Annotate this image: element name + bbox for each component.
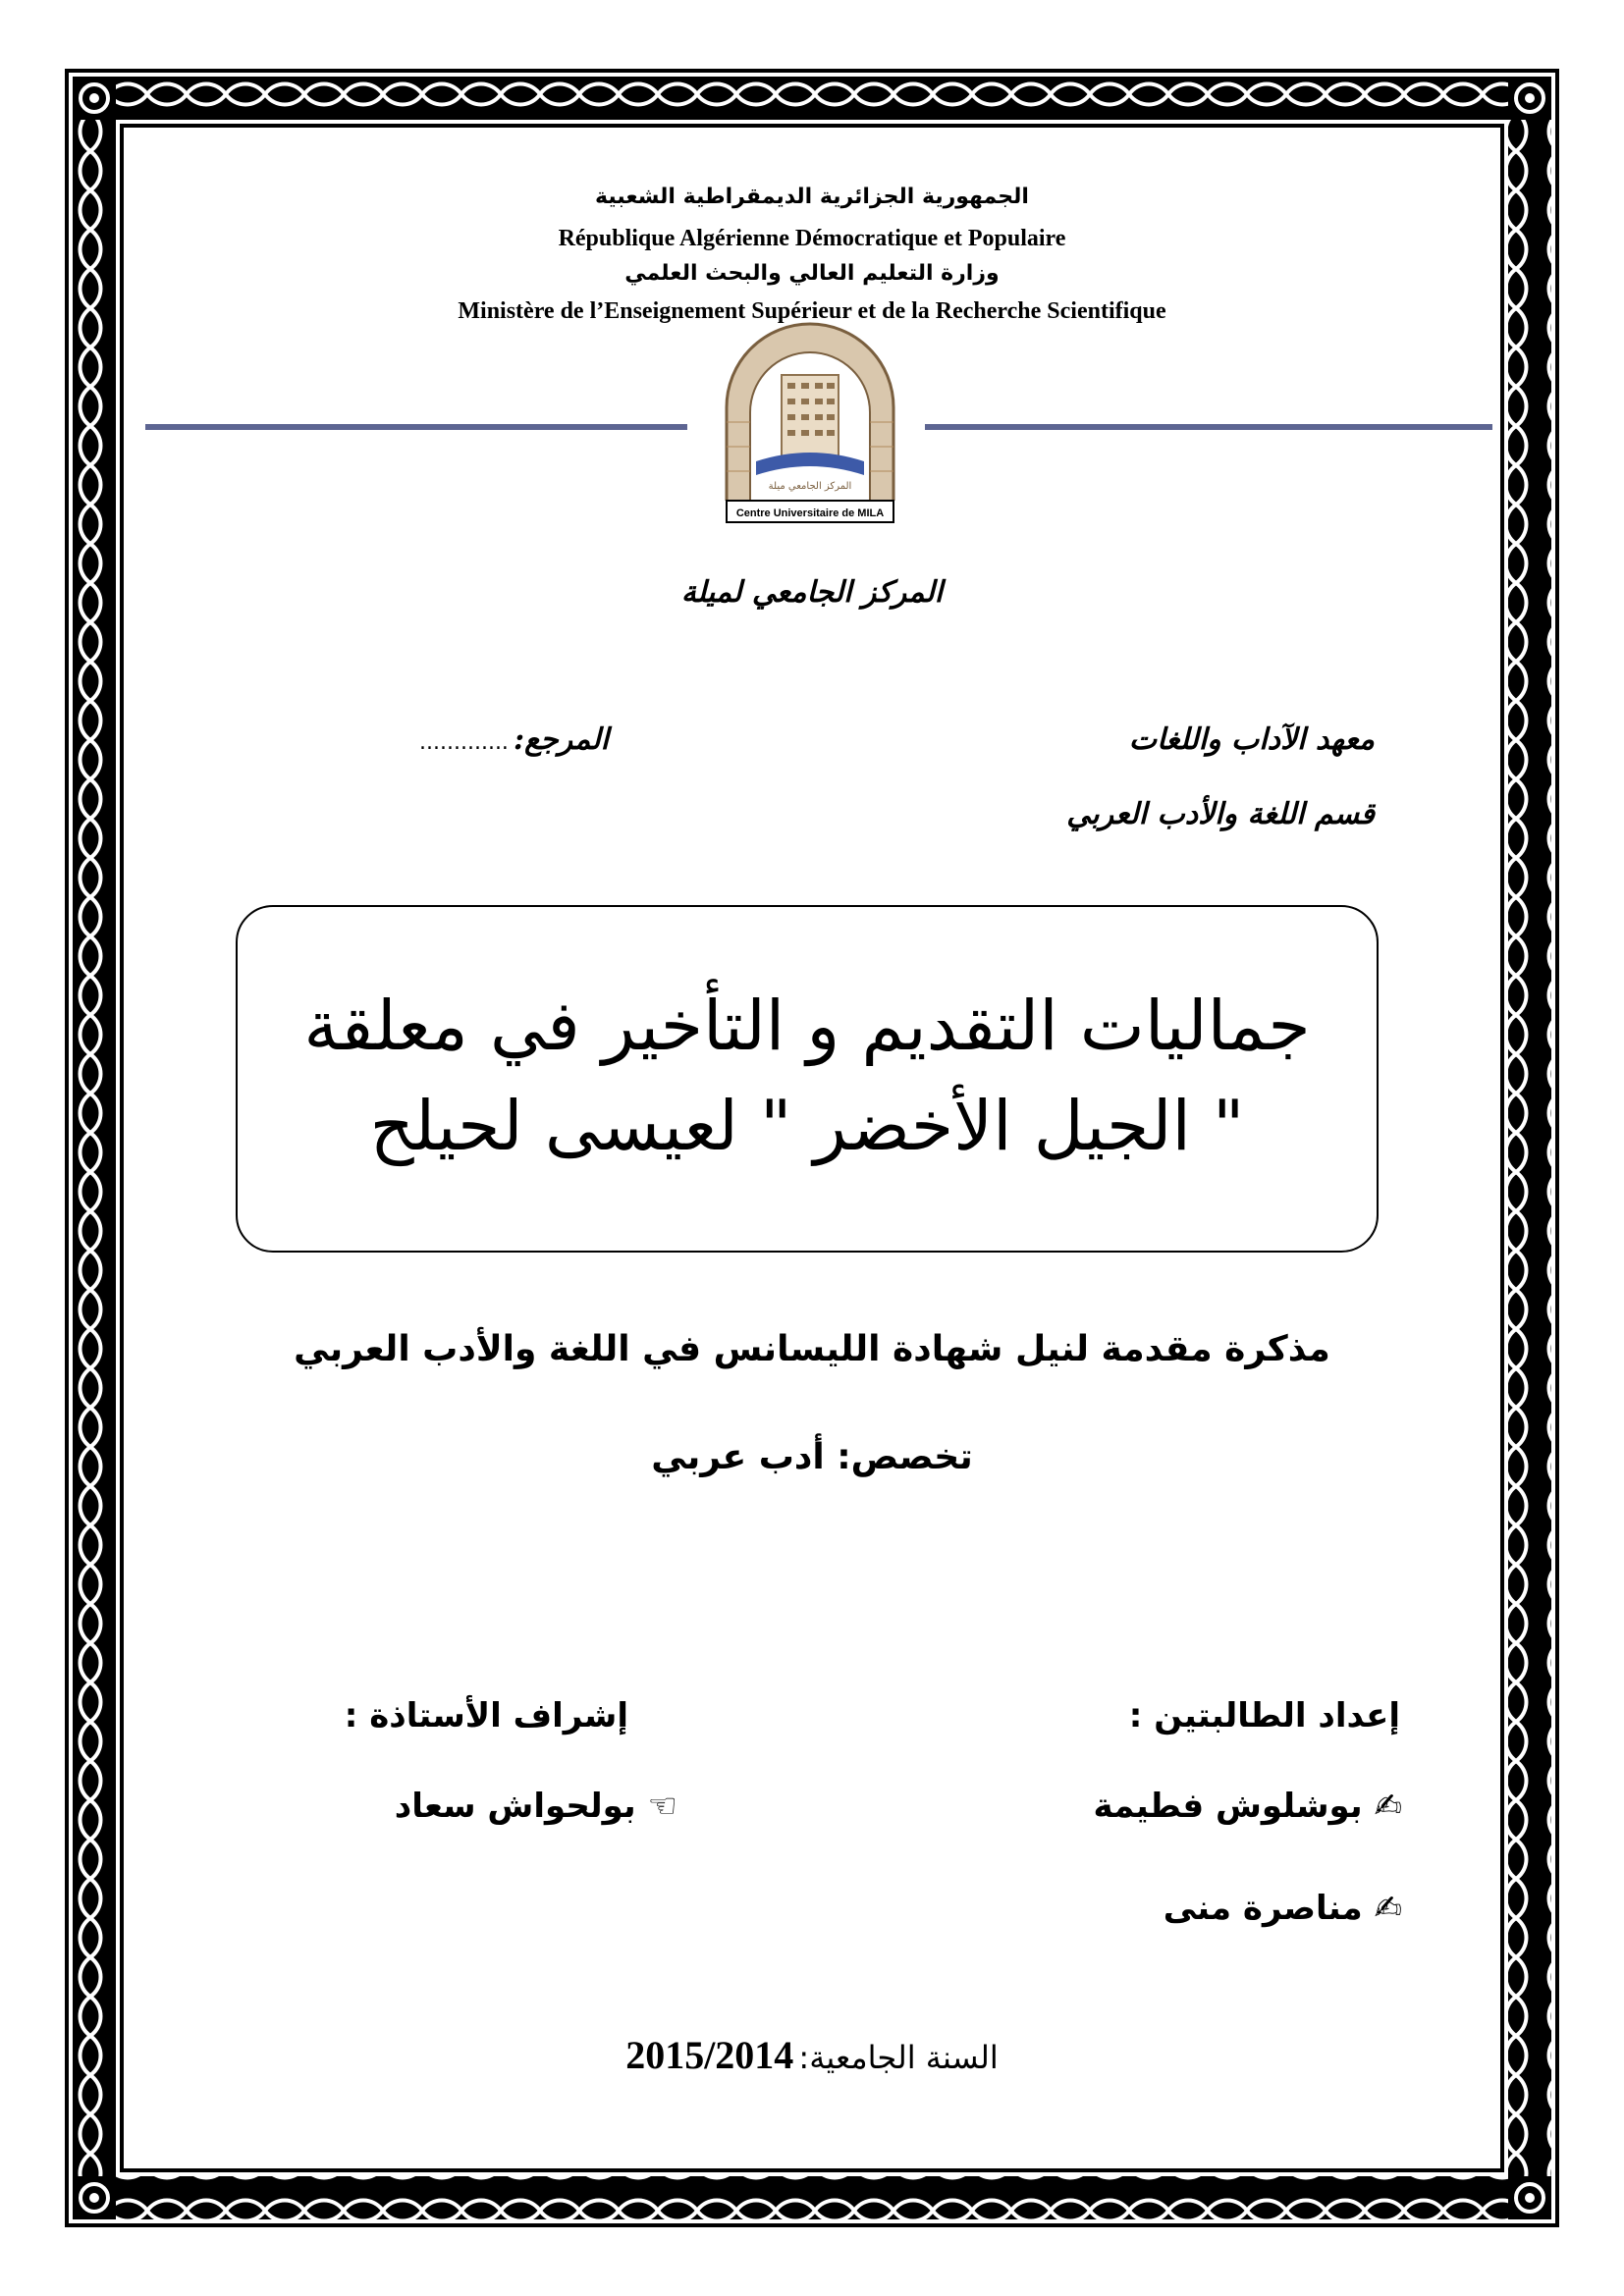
supervision-label: إشراف الأستاذة : — [344, 1696, 628, 1735]
hand-icon: ☜ — [647, 1787, 677, 1826]
student-2-name: مناصرة منى — [1163, 1889, 1363, 1928]
thesis-title-line2: " الجيل الأخضر " لعيسى لحيلح — [369, 1086, 1245, 1166]
header-rule-right — [925, 424, 1492, 430]
department-name: قسم اللغة والأدب العربي — [1066, 797, 1375, 831]
ministry-name-ar: وزارة التعليم العالي والبحث العلمي — [624, 261, 1000, 286]
ministry-name-fr: Ministère de l’Enseignement Supérieur et de la Recherche Scientifique — [458, 298, 1166, 324]
academic-year-label: السنة الجامعية: — [798, 2039, 999, 2076]
supervisor-name: بولحواش سعاد — [394, 1787, 636, 1826]
university-logo-graphic — [717, 314, 903, 526]
reference-field — [236, 722, 609, 757]
student-1-name: بوشلوش فطيمة — [1093, 1787, 1363, 1826]
reference-label: المرجع: — [514, 722, 609, 757]
header-rule-left — [145, 424, 687, 430]
academic-year — [393, 2032, 1231, 2078]
logo-caption: Centre Universitaire de MILA — [735, 507, 885, 519]
prepared-by-label: إعداد الطالبتين : — [1128, 1696, 1400, 1735]
student-1 — [813, 1787, 1402, 1826]
pen-icon: ✍ — [1374, 1787, 1402, 1826]
thesis-title-box — [236, 905, 1379, 1253]
academic-year-value: 2015/2014 — [625, 2033, 794, 2077]
thesis-specialty: تخصص: أدب عربي — [651, 1437, 973, 1477]
republic-name-ar: الجمهورية الجزائرية الديمقراطية الشعبية — [595, 185, 1029, 209]
thesis-title-line1: جماليات التقديم و التأخير في معلقة — [303, 986, 1311, 1066]
logo-emblem-text: المركز الجامعي ميلة — [768, 481, 852, 492]
pen-icon: ✍ — [1374, 1889, 1402, 1928]
student-2 — [813, 1889, 1402, 1928]
center-name: المركز الجامعي لميلة — [680, 575, 944, 610]
institute-name: معهد الآداب واللغات — [1128, 722, 1375, 757]
thesis-purpose: مذكرة مقدمة لنيل شهادة الليسانس في اللغة والأدب العربي — [294, 1329, 1330, 1369]
reference-value: ............. — [419, 730, 509, 755]
republic-name-fr: République Algérienne Démocratique et Populaire — [558, 226, 1066, 251]
supervisor — [295, 1787, 677, 1826]
university-logo — [717, 314, 903, 526]
